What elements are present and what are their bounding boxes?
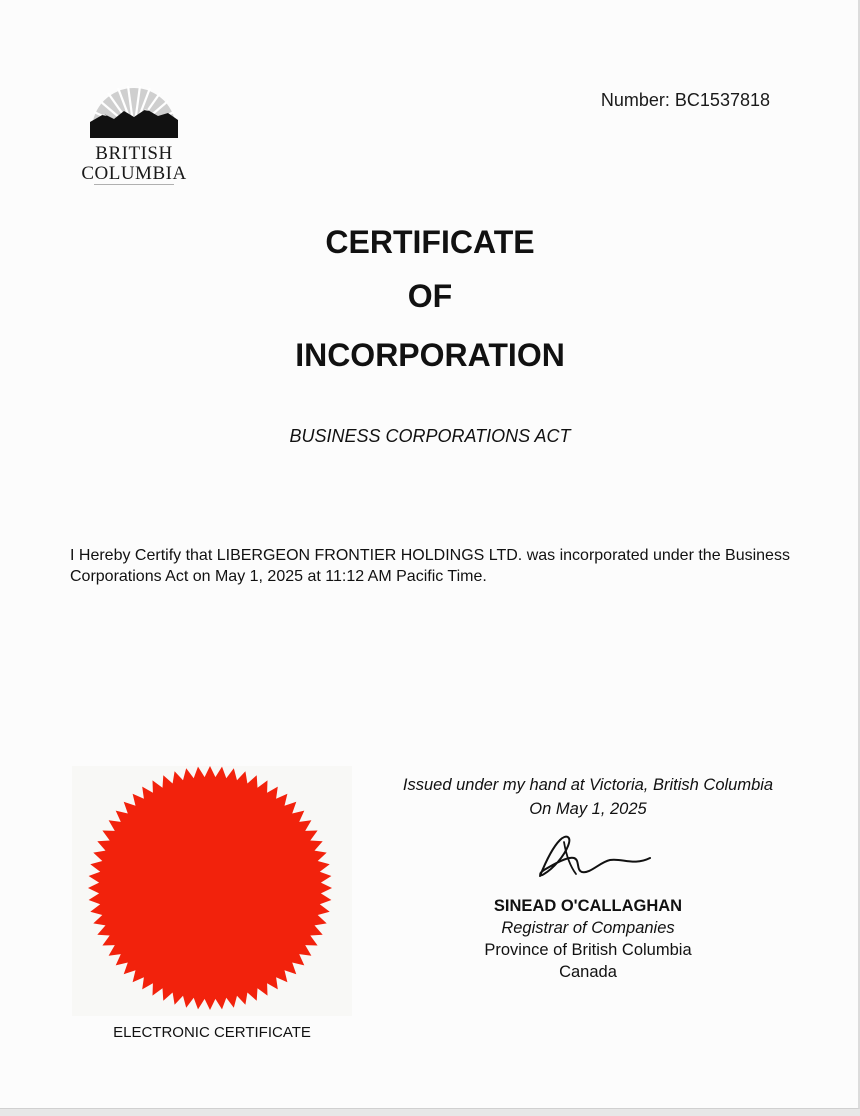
act-name: BUSINESS CORPORATIONS ACT (289, 426, 571, 446)
certificate-number: Number: BC1537818 (600, 90, 770, 110)
issuance-date: On May 1, 2025 (529, 800, 647, 818)
electronic-seal (72, 766, 352, 1016)
british-columbia-logo (74, 84, 194, 188)
seal-caption: ELECTRONIC CERTIFICATE (113, 1024, 311, 1041)
registrar-name: SINEAD O'CALLAGHAN (493, 897, 683, 915)
certification-statement: I Hereby Certify that LIBERGEON FRONTIER HOLDINGS LTD. was incorporated under the Business Corporations Act on May 1, 2025 at 11:12 AM Pacific Time. (70, 547, 790, 585)
registrar-title: Registrar of Companies (501, 919, 675, 937)
title-of: OF (407, 278, 453, 314)
registrar-province: Province of British Columbia (484, 941, 692, 959)
logo-underline (94, 184, 174, 185)
registrar-country: Canada (559, 963, 617, 981)
sun-mountains-icon (74, 84, 194, 144)
title-incorporation: INCORPORATION (295, 337, 565, 373)
title-certificate: CERTIFICATE (325, 224, 535, 260)
logo-text-columbia: COLUMBIA (81, 163, 187, 184)
registrar-signature (530, 826, 660, 886)
red-seal-icon (72, 766, 352, 1016)
logo-text-british: BRITISH (95, 143, 173, 164)
issuance-place: Issued under my hand at Victoria, British Columbia (402, 776, 774, 794)
